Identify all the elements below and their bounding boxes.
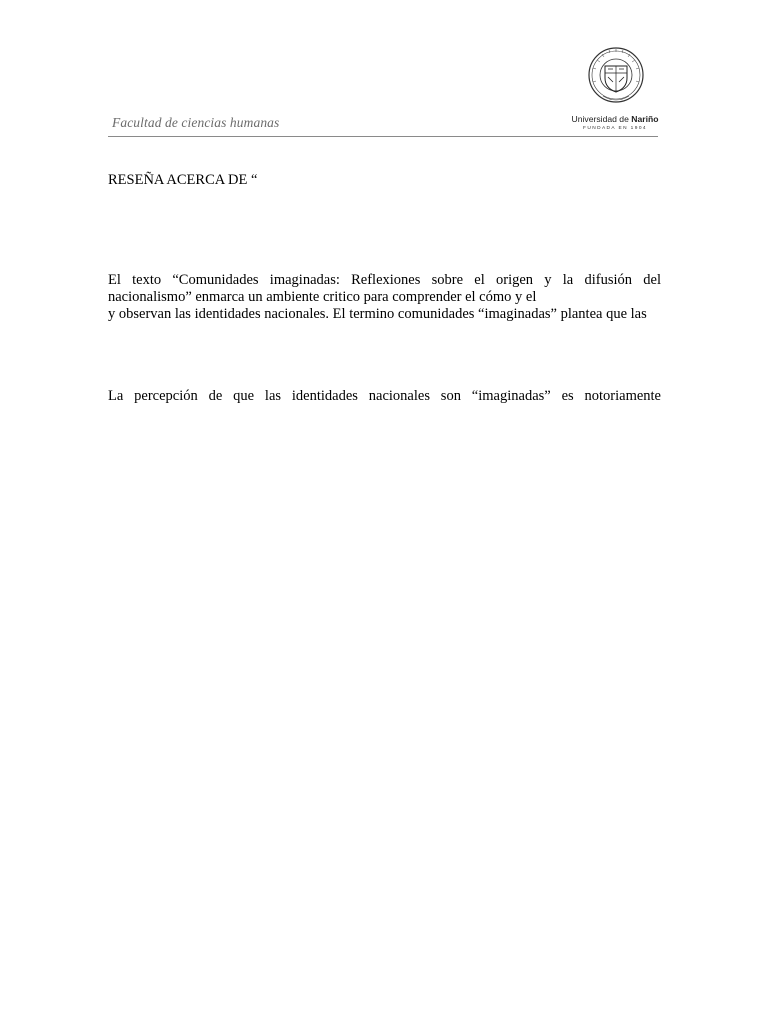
paragraph-2-line-1: La percepción de que las identidades nacionales son “imaginadas” es notoriamente — [108, 388, 661, 404]
paragraph-1-line-3: y observan las identidades nacionales. El termino comunidades “imaginadas” plantea que las — [108, 306, 647, 322]
paragraph-1-line-1: El texto “Comunidades imaginadas: Reflexiones sobre el origen y la difusión del — [108, 272, 661, 288]
faculty-header: Facultad de ciencias humanas — [112, 115, 280, 130]
document-title: RESEÑA ACERCA DE “ — [108, 172, 258, 188]
university-seal-icon — [587, 46, 645, 112]
university-founded: FUNDADA EN 1904 — [583, 126, 647, 131]
paragraph-1 — [108, 272, 661, 323]
university-name: Universidad de Nariño — [571, 114, 659, 124]
university-logo — [565, 46, 665, 142]
paragraph-2 — [108, 388, 661, 405]
paragraph-1-line-2: nacionalismo” enmarca un ambiente critico para comprender el cómo y el — [108, 289, 537, 305]
